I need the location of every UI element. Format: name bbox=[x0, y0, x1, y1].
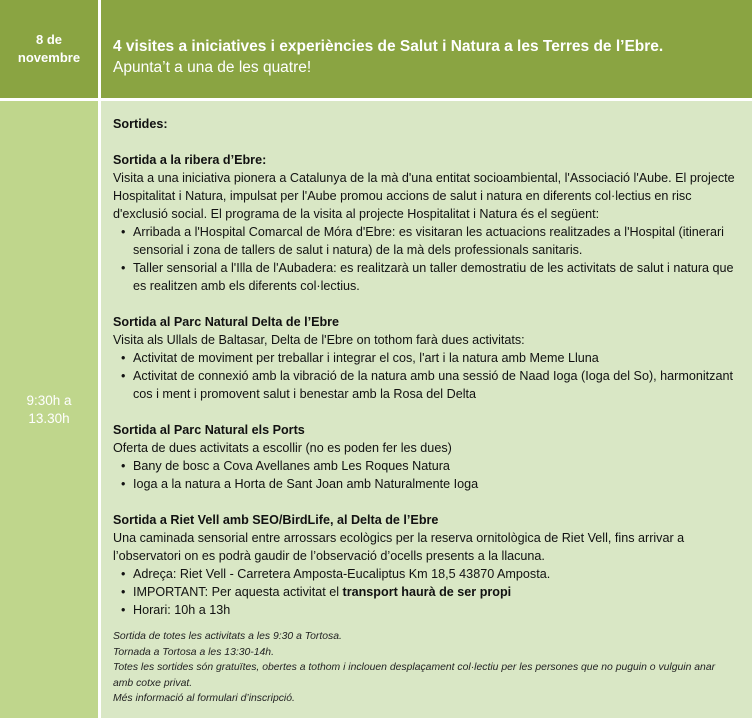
outing-list bbox=[113, 457, 740, 493]
list-item: • Arribada a l'Hospital Comarcal de Móra d'Ebre: es visitaran les actuacions realitzades a l'Hospital (itinerari sensorial i zona de tallers de salut i natura) de la mà dels professionals sanitaris. bbox=[133, 223, 740, 259]
list-item bbox=[133, 583, 740, 601]
title-cell bbox=[101, 0, 752, 98]
list-item: • Horari: 10h a 13h bbox=[133, 601, 740, 619]
section-title: Sortides: bbox=[113, 117, 168, 131]
outing-ports bbox=[113, 421, 740, 493]
event-title: 4 visites a iniciatives i experiències de Salut i Natura a les Terres de l’Ebre. bbox=[113, 38, 664, 55]
list-item: • Activitat de connexió amb la vibració de la natura amb una sessió de Naad Ioga (Ioga del So), harmonitzant cos i ment i promovent salut i benestar amb la Rosa del Delta bbox=[133, 367, 740, 403]
outing-title: Sortida a la ribera d’Ebre: bbox=[113, 153, 267, 167]
list-item: • Taller sensorial a l'Illa de l'Aubadera: es realitzarà un taller demostratiu de les activitats de salut i natura que es realitzen amb els diferents col·lectius. bbox=[133, 259, 740, 295]
note-line: Tornada a Tortosa a les 13:30-14h. bbox=[113, 646, 274, 658]
outing-description: Oferta de dues activitats a escollir (no es poden fer les dues) bbox=[113, 441, 452, 455]
important-prefix: IMPORTANT: Per aquesta activitat el bbox=[133, 585, 343, 599]
program-cell bbox=[101, 101, 752, 718]
outing-riet-vell bbox=[113, 511, 740, 619]
list-item: • Activitat de moviment per treballar i integrar el cos, l'art i la natura amb Meme Lluna bbox=[133, 349, 740, 367]
row-divider bbox=[0, 98, 752, 101]
list-item: • Ioga a la natura a Horta de Sant Joan amb Naturalmente Ioga bbox=[133, 475, 740, 493]
notes-block bbox=[113, 629, 733, 707]
time-text: 9:30h a 13.30h bbox=[26, 392, 72, 426]
outing-delta bbox=[113, 313, 740, 403]
outing-list bbox=[113, 223, 740, 295]
note-line: Totes les sortides són gratuïtes, obertes a tothom i inclouen desplaçament col·lectiu per les persones que no puguin o vulguin anar amb cotxe privat. bbox=[113, 662, 716, 689]
event-subtitle: Apunta’t a una de les quatre! bbox=[113, 59, 312, 76]
outing-description: Una caminada sensorial entre arrossars ecològics per la reserva ornitològica de Riet Vell, fins arrivar a l’observatori on es podrà gaudir de l’observació d’ocells presents a la llacuna. bbox=[113, 531, 685, 563]
outing-list bbox=[113, 349, 740, 403]
date-cell bbox=[0, 0, 98, 98]
outing-ribera bbox=[113, 151, 740, 295]
list-item: • Adreça: Riet Vell - Carretera Amposta-Eucaliptus Km 18,5 43870 Amposta. bbox=[133, 565, 740, 583]
date-text: 8 de novembre bbox=[17, 32, 81, 65]
important-bold: transport haurà de ser propi bbox=[342, 585, 512, 599]
list-item: • Bany de bosc a Cova Avellanes amb Les Roques Natura bbox=[133, 457, 740, 475]
time-cell bbox=[0, 101, 98, 718]
outing-list bbox=[113, 565, 740, 619]
note-line: Més informació al formulari d’inscripció. bbox=[113, 693, 295, 704]
outing-description: Visita a una iniciativa pionera a Catalunya de la mà d'una entitat socioambiental, l'Associació l'Aube. El projecte Hospitalitat i Natura, impulsat per l'Aube promou accions de salut i natura en diferents col·lectius en risc d'exclusió social. El programa de la visita al projecte Hospitalitat i Natura és el següent: bbox=[113, 171, 735, 221]
outing-title: Sortida al Parc Natural Delta de l’Ebre bbox=[113, 315, 340, 329]
note-line: Sortida de totes les activitats a les 9:30 a Tortosa. bbox=[113, 631, 342, 642]
outing-description: Visita als Ullals de Baltasar, Delta de l'Ebre on tothom farà dues activitats: bbox=[113, 333, 525, 347]
outing-title: Sortida a Riet Vell amb SEO/BirdLife, al Delta de l’Ebre bbox=[113, 513, 439, 527]
outing-title: Sortida al Parc Natural els Ports bbox=[113, 423, 305, 437]
column-divider bbox=[98, 0, 101, 720]
